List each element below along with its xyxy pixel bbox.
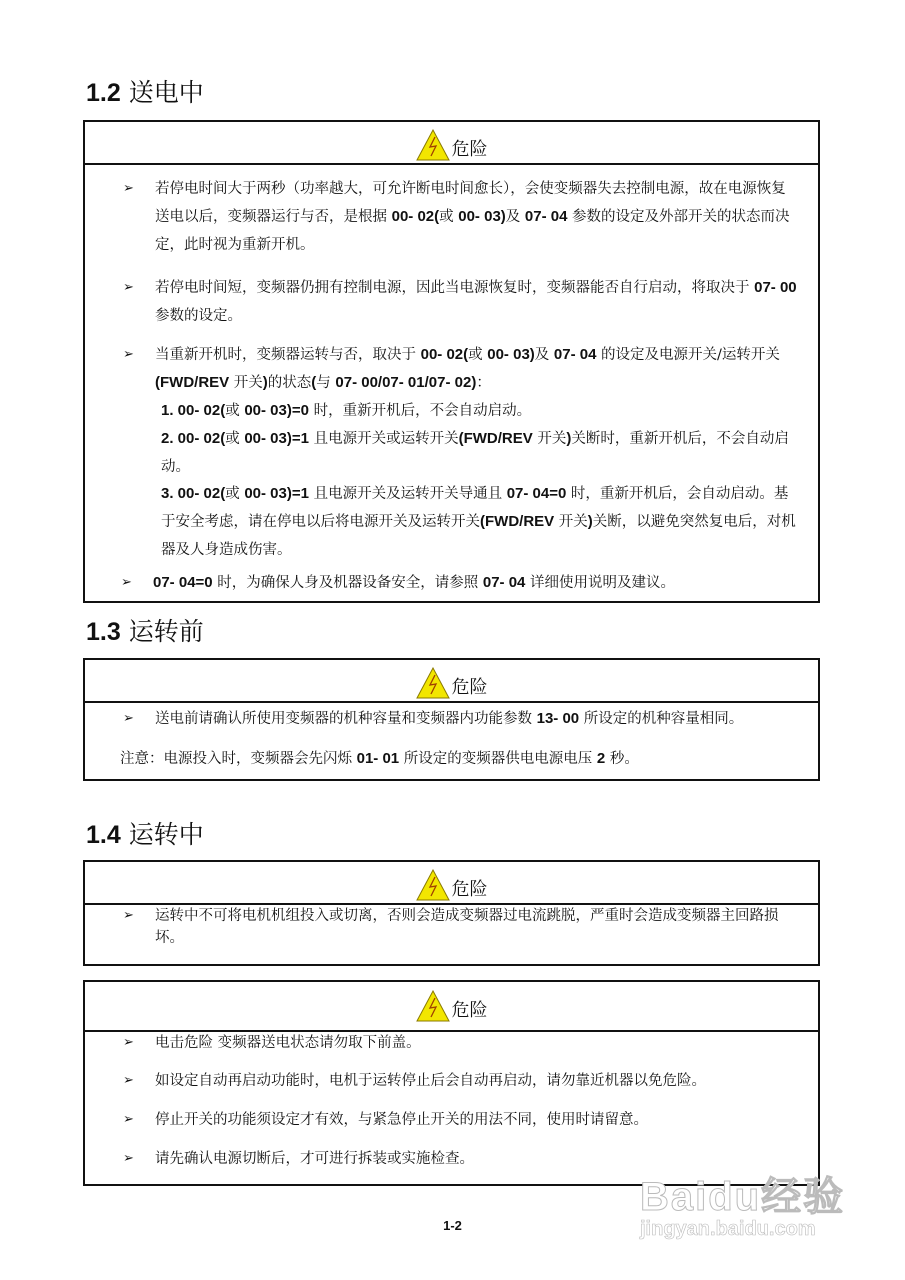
- text-segment: 关断，以避免突然复电后，对机器及人身造成伤害。: [161, 514, 796, 558]
- bold-parameter-text: 07- 04: [553, 346, 597, 363]
- text-segment: 时，为确保人身及机器设备安全，请参照: [212, 575, 483, 591]
- text-segment: 电击危险 变频器送电状态请勿取下前盖。: [155, 1035, 421, 1051]
- text-segment: 或: [225, 403, 245, 419]
- text-segment: 开关: [554, 514, 588, 530]
- danger-box-power-on: [83, 120, 820, 603]
- bullet-item: [155, 274, 798, 330]
- text-segment: 开关: [229, 375, 263, 391]
- text-segment: 或: [468, 347, 488, 363]
- text-segment: 的状态: [267, 375, 312, 391]
- bold-parameter-text: 13- 00: [536, 710, 580, 727]
- bold-parameter-text: (FWD/REV: [458, 430, 533, 447]
- text-segment: 注意：电源投入时，变频器会先闪烁: [120, 751, 357, 767]
- text-segment: 或: [225, 486, 245, 502]
- text-segment: 详细使用说明及建议。: [525, 575, 676, 591]
- text-segment: 及: [505, 209, 525, 225]
- page-number: 1-2: [443, 1218, 462, 1233]
- bold-parameter-text: 07- 00/07- 01/07- 02): [335, 374, 477, 391]
- bullet-item: [155, 1029, 798, 1057]
- danger-box-general: [83, 980, 820, 1186]
- danger-label: 危险: [451, 1000, 488, 1021]
- bold-parameter-text: (: [311, 374, 317, 391]
- sub-item: [155, 425, 798, 481]
- text-segment: 送电前请确认所使用变频器的机种容量和变频器内功能参数: [155, 711, 537, 727]
- text-segment: 且电源开关或运转开关: [308, 431, 459, 447]
- text-segment: 参数的设定。: [155, 308, 242, 324]
- danger-box-before-run: [83, 658, 820, 781]
- danger-header: [85, 862, 818, 905]
- bold-parameter-text: ): [566, 430, 572, 447]
- bold-parameter-text: 07- 04=0: [506, 485, 567, 502]
- warning-lightning-triangle-icon: [416, 129, 450, 161]
- bullet-item: [155, 1067, 798, 1095]
- text-segment: 开关: [532, 431, 567, 447]
- bold-parameter-text: 2: [596, 750, 606, 767]
- danger-label: 危险: [451, 139, 488, 160]
- danger-label: 危险: [451, 677, 488, 698]
- bold-parameter-text: 01- 01: [356, 750, 400, 767]
- bullet-item: [155, 905, 798, 949]
- bold-parameter-text: ): [262, 374, 268, 391]
- bold-parameter-text: 07- 04: [482, 574, 526, 591]
- text-segment: 当重新开机时，变频器运转与否，取决于: [155, 347, 421, 363]
- bold-parameter-text: 07- 04: [524, 208, 568, 225]
- danger-header: [85, 660, 818, 703]
- text-segment: 的设定及电源开关/运转开关: [596, 347, 780, 363]
- text-segment: 若停电时间大于两秒（功率越大，可允许断电时间愈长），会使变频器失去控制电源，故在电源恢复送电以后，变频器运行与否，是根据: [155, 181, 786, 225]
- bold-parameter-text: 1. 00- 02(: [161, 402, 226, 419]
- section-heading-1-3: 1.3 运转前: [86, 617, 204, 646]
- text-segment: 或: [225, 431, 245, 447]
- bold-parameter-text: ): [587, 513, 593, 530]
- section-heading-1-4: 1.4 运转中: [86, 820, 204, 849]
- danger-header: [85, 982, 818, 1032]
- bullet-item: [155, 341, 798, 397]
- sub-item: [155, 480, 798, 564]
- text-segment: 运转中不可将电机机组投入或切离，否则会造成变频器过电流跳脱，严重时会造成变频器主回路损坏。: [155, 908, 779, 946]
- text-segment: 请先确认电源切断后，才可进行拆装或实施检查。: [155, 1151, 474, 1167]
- text-segment: 且电源开关及运转开关导通且: [308, 486, 507, 502]
- warning-lightning-triangle-icon: [416, 667, 450, 699]
- bold-parameter-text: 00- 03)=0: [244, 402, 309, 419]
- text-segment: 秒。: [605, 751, 639, 767]
- text-segment: ：: [476, 375, 491, 391]
- bold-parameter-text: (FWD/REV: [480, 513, 555, 530]
- bullet-item: [155, 705, 798, 733]
- bold-parameter-text: 3. 00- 02(: [161, 485, 226, 502]
- note-text: [120, 745, 798, 773]
- text-segment: 所设定的变频器供电电源电压: [399, 751, 597, 767]
- text-segment: 若停电时间短，变频器仍拥有控制电源，因此当电源恢复时，变频器能否自行启动，将取决于: [155, 280, 755, 296]
- warning-lightning-triangle-icon: [416, 869, 450, 901]
- text-segment: 所设定的机种容量相同。: [579, 711, 744, 727]
- bold-parameter-text: 00- 03): [458, 208, 506, 225]
- text-segment: 及: [534, 347, 554, 363]
- danger-label: 危险: [451, 879, 488, 900]
- text-segment: 关断时，重新开机后，不会自动启动。: [161, 431, 789, 475]
- bullet-item: [155, 175, 798, 259]
- text-segment: 或: [439, 209, 459, 225]
- bold-parameter-text: 00- 02(: [391, 208, 440, 225]
- bullet-item: [155, 1106, 798, 1134]
- text-segment: 与: [316, 375, 336, 391]
- bold-parameter-text: 07- 04=0: [153, 574, 213, 591]
- bullet-item: [153, 569, 798, 597]
- text-segment: 如设定自动再启动功能时，电机于运转停止后会自动再启动，请勿靠近机器以免危险。: [155, 1073, 706, 1089]
- text-segment: 时，重新开机后，不会自动启动。: [308, 403, 532, 419]
- bold-parameter-text: 00- 03)=1: [244, 430, 309, 447]
- warning-lightning-triangle-icon: [416, 990, 450, 1022]
- text-segment: 停止开关的功能须设定才有效，与紧急停止开关的用法不同，使用时请留意。: [155, 1112, 648, 1128]
- text-segment: 时，重新开机后，会自动启动。基于安全考虑，请在停电以后将电源开关及运转开关: [161, 486, 789, 530]
- bold-parameter-text: 00- 02(: [420, 346, 469, 363]
- baidu-watermark: Baidu经验 jingyan.baidu.com: [640, 1175, 846, 1240]
- bold-parameter-text: 2. 00- 02(: [161, 430, 226, 447]
- section-heading-1-2: 1.2 送电中: [86, 78, 204, 107]
- bold-parameter-text: (FWD/REV: [155, 374, 230, 391]
- text-segment: 参数的设定及外部开关的状态而决定，此时视为重新开机。: [155, 209, 790, 253]
- danger-header: [85, 122, 818, 165]
- bold-parameter-text: 07- 00: [754, 279, 797, 296]
- danger-box-running: [83, 860, 820, 966]
- bold-parameter-text: 00- 03)=1: [244, 485, 309, 502]
- sub-item: [155, 397, 798, 425]
- bold-parameter-text: 00- 03): [487, 346, 535, 363]
